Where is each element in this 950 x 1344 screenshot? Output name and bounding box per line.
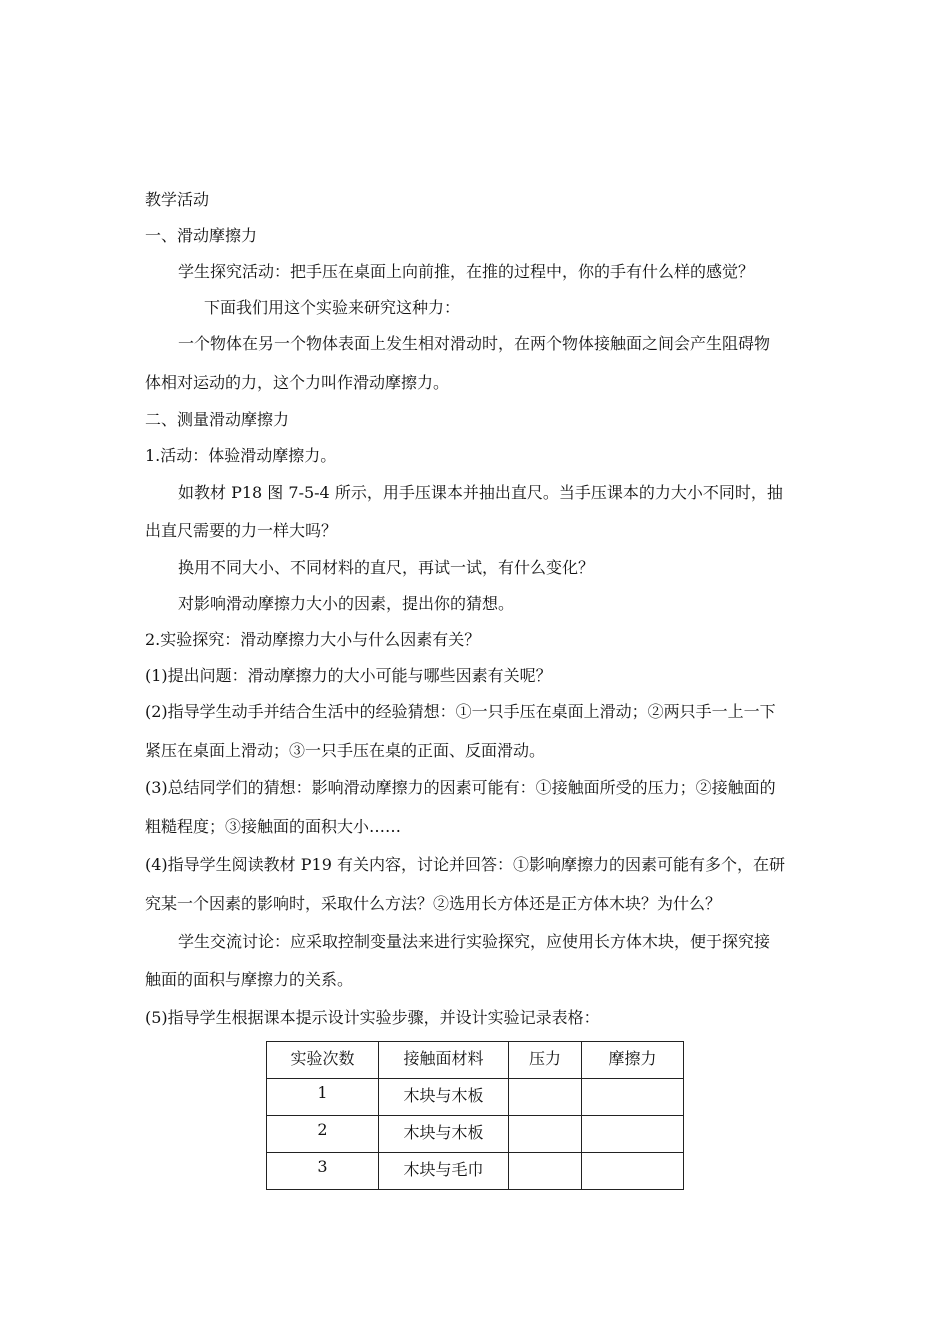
cell-friction [582,1153,684,1190]
table-header-row [267,1042,684,1079]
cell-friction [582,1079,684,1116]
heading-sliding-friction: 一、滑动摩擦力 [145,226,258,245]
cell-material: 木块与毛巾 [379,1153,509,1190]
table-row [267,1079,684,1116]
paragraph: 下面我们用这个实验来研究这种力： [204,298,461,317]
paragraph: 粗糙程度；③接触面的面积大小…… [145,817,402,836]
header-friction: 摩擦力 [582,1042,684,1079]
cell-trial: 2 [267,1116,379,1153]
paragraph: 紧压在桌面上滑动；③一只手压在桌的正面、反面滑动。 [145,741,546,760]
header-pressure: 压力 [509,1042,582,1079]
paragraph: 如教材 P18 图 7-5-4 所示，用手压课本并抽出直尺。当手压课本的力大小不同时，抽 [178,483,783,502]
table-row [267,1153,684,1190]
paragraph: 学生交流讨论：应采取控制变量法来进行实验探究，应使用长方体木块，便于探究接 [178,932,771,951]
cell-friction [582,1116,684,1153]
paragraph: 触面的面积与摩擦力的关系。 [145,970,354,989]
cell-pressure [509,1153,582,1190]
paragraph: 学生探究活动：把手压在桌面上向前推，在推的过程中，你的手有什么样的感觉？ [178,262,755,281]
cell-pressure [509,1079,582,1116]
paragraph: 2.实验探究：滑动摩擦力大小与什么因素有关？ [145,630,481,649]
experiment-record-table [266,1041,684,1190]
cell-trial: 3 [267,1153,379,1190]
table-row [267,1116,684,1153]
cell-material: 木块与木板 [379,1116,509,1153]
heading-measure-friction: 二、测量滑动摩擦力 [145,410,290,429]
cell-trial: 1 [267,1079,379,1116]
paragraph: 一个物体在另一个物体表面上发生相对滑动时，在两个物体接触面之间会产生阻碍物 [178,334,771,353]
paragraph: (5)指导学生根据课本提示设计实验步骤，并设计实验记录表格： [145,1008,600,1027]
paragraph: 究某一个因素的影响时，采取什么方法？②选用长方体还是正方体木块？为什么？ [145,894,722,913]
paragraph: 1.活动：体验滑动摩擦力。 [145,446,337,465]
paragraph: (2)指导学生动手并结合生活中的经验猜想：①一只手压在桌面上滑动；②两只手一上一下 [145,702,776,721]
paragraph: 对影响滑动摩擦力大小的因素，提出你的猜想。 [178,594,515,613]
section-heading: 教学活动 [145,190,210,209]
paragraph: 换用不同大小、不同材料的直尺，再试一试，有什么变化？ [178,558,595,577]
paragraph: (4)指导学生阅读教材 P19 有关内容，讨论并回答：①影响摩擦力的因素可能有多个，在研 [145,855,785,874]
header-contact-material: 接触面材料 [379,1042,509,1079]
paragraph: (1)提出问题：滑动摩擦力的大小可能与哪些因素有关呢？ [145,666,552,685]
cell-material: 木块与木板 [379,1079,509,1116]
cell-pressure [509,1116,582,1153]
paragraph: 出直尺需要的力一样大吗？ [145,521,338,540]
header-trial-number: 实验次数 [267,1042,379,1079]
paragraph: (3)总结同学们的猜想：影响滑动摩擦力的因素可能有：①接触面所受的压力；②接触面的 [145,778,776,797]
paragraph: 体相对运动的力，这个力叫作滑动摩擦力。 [145,373,450,392]
